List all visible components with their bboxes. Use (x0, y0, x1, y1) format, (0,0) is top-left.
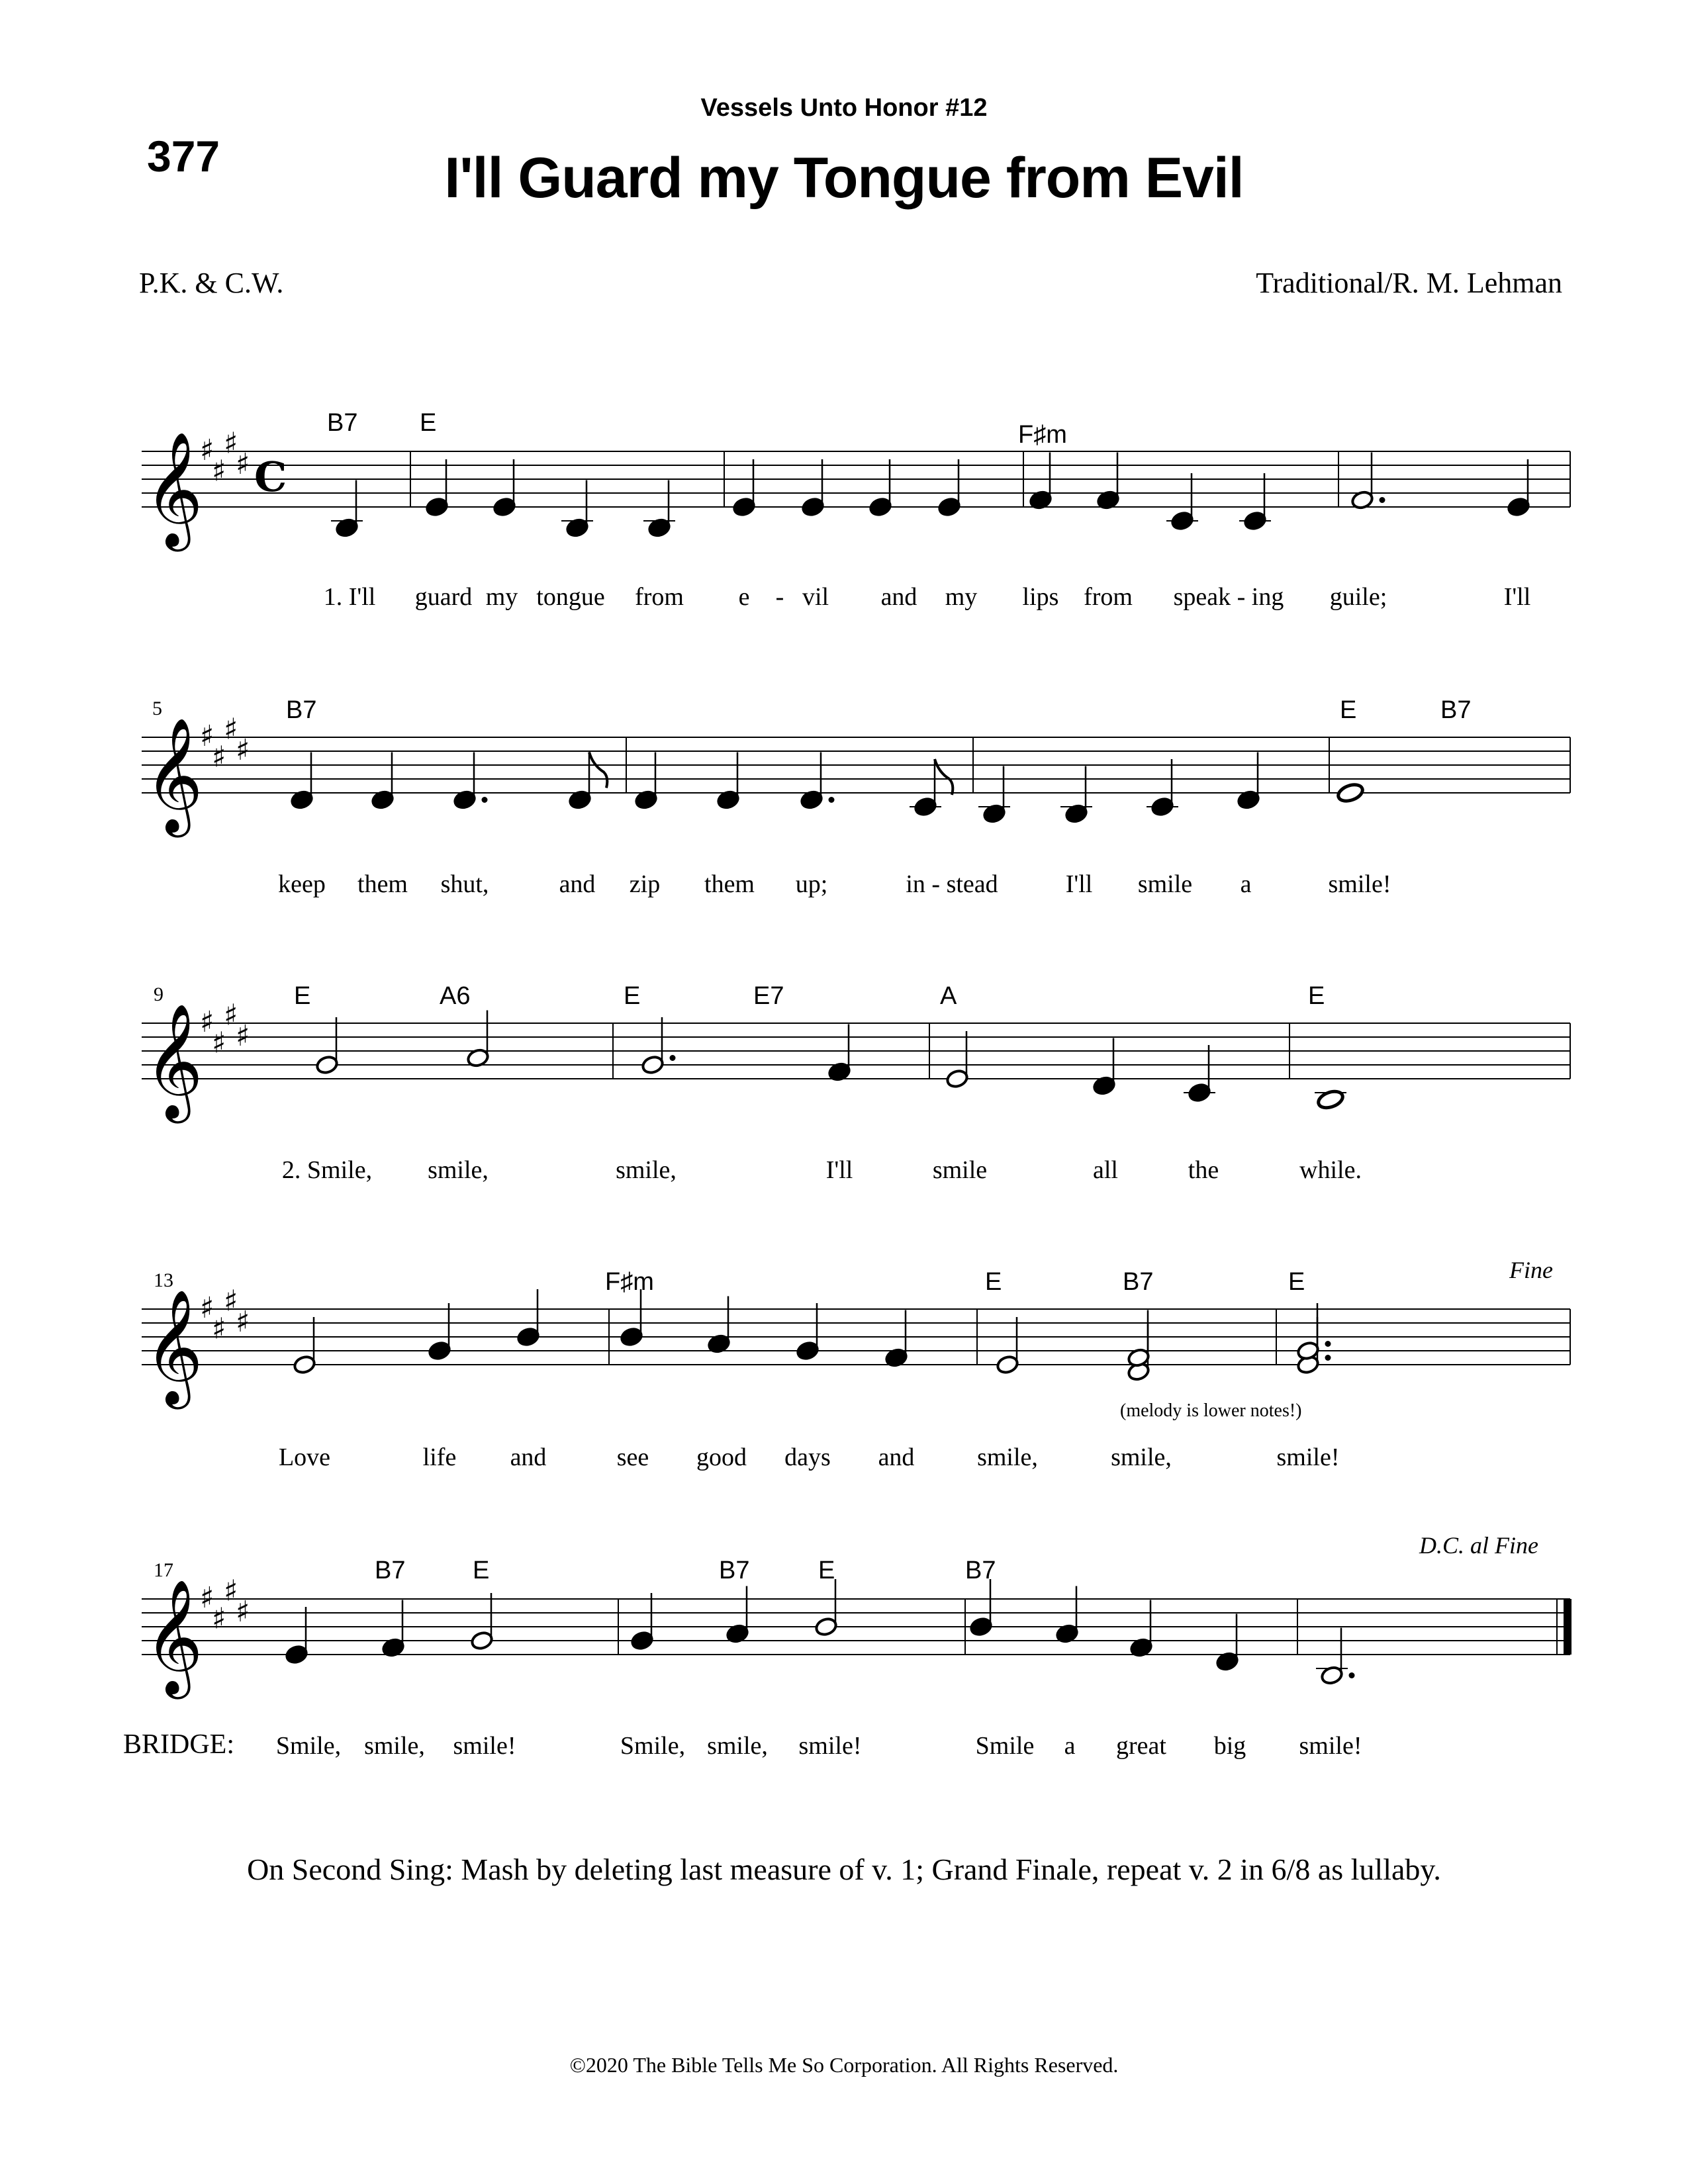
lyric-syllable: speak - ing (1173, 583, 1284, 611)
treble-clef-icon: 𝄞 (144, 717, 203, 833)
note-head (914, 797, 937, 817)
lyric-syllable: them (357, 870, 408, 898)
lyric-syllable: smile! (798, 1732, 862, 1760)
sharp-icon: ♯ (212, 1312, 226, 1346)
note-head (868, 497, 892, 518)
lyric-syllable: life (422, 1443, 457, 1471)
lyric-syllable: guile; (1329, 583, 1387, 611)
note-head (1170, 511, 1194, 531)
measure-number: 13 (154, 1269, 173, 1291)
chord-label: B7 (327, 409, 358, 437)
staff-3-graphic (0, 956, 1688, 1234)
staff-system-4 (0, 1242, 1688, 1520)
note-head (620, 1327, 643, 1347)
lyric-syllable: vil (802, 583, 829, 611)
lyric-syllable: Smile, (275, 1732, 342, 1760)
lyric-syllable: a (1240, 870, 1252, 898)
sharp-icon: ♯ (212, 1602, 226, 1636)
note-head (969, 1617, 993, 1637)
note-head (492, 497, 516, 518)
chord-label: E (473, 1557, 490, 1584)
note-head (315, 1055, 339, 1075)
note-head (937, 497, 961, 518)
note-head (1150, 797, 1174, 817)
sharp-icon: ♯ (200, 719, 214, 753)
note-dot (1325, 1355, 1331, 1361)
note-head (630, 1631, 654, 1651)
lyric-syllable: smile (1137, 870, 1193, 898)
note-dot (1380, 497, 1385, 503)
lyric-syllable: smile, (428, 1156, 489, 1184)
lyric-syllable: I'll (825, 1156, 853, 1184)
lyric-syllable: in - stead (906, 870, 998, 898)
chord-label: F♯m (605, 1268, 654, 1296)
sharp-icon: ♯ (224, 1284, 238, 1318)
lyric-syllable: great (1116, 1732, 1166, 1760)
note-head (1243, 511, 1267, 531)
note-head (945, 1069, 969, 1089)
final-barline (1564, 1599, 1571, 1655)
composer-credit: Traditional/R. M. Lehman (1256, 267, 1562, 299)
lyric-syllable: keep (278, 870, 326, 898)
note-head (1336, 782, 1364, 804)
bridge-label: BRIDGE: (123, 1729, 234, 1760)
chord-label: E (985, 1268, 1002, 1296)
note-head (1188, 1083, 1211, 1103)
note-head (996, 1355, 1019, 1375)
note-head (425, 497, 449, 518)
lyric-syllable: smile, (364, 1732, 425, 1760)
staff-1-graphic (0, 384, 1688, 662)
fine-marking: Fine (1509, 1257, 1553, 1283)
lyric-syllable: smile (932, 1156, 988, 1184)
lyric-syllable: big (1213, 1732, 1246, 1760)
chord-label: E (1308, 982, 1325, 1010)
sharp-icon: ♯ (212, 454, 226, 488)
chord-label: B7 (1123, 1268, 1154, 1296)
lyric-syllable: shut, (440, 870, 489, 898)
lyric-syllable: smile, (1111, 1443, 1172, 1471)
collection-subtitle: Vessels Unto Honor #12 (700, 94, 988, 122)
lyric-syllable: 1. I'll (323, 583, 376, 611)
lyric-syllable: Smile (975, 1732, 1035, 1760)
chord-label: E7 (753, 982, 784, 1010)
chord-label: B7 (965, 1557, 996, 1584)
lyric-syllable: and (510, 1443, 547, 1471)
chord-label: E (1288, 1268, 1305, 1296)
lyric-syllable: Smile, (620, 1732, 686, 1760)
lyric-syllable: and (878, 1443, 915, 1471)
lyric-syllable: from (635, 583, 684, 611)
sharp-icon: ♯ (200, 433, 214, 467)
staff-system-5 (0, 1531, 1688, 1809)
measure-number: 5 (152, 698, 162, 719)
chord-label: E (1340, 696, 1357, 724)
melody-note: (melody is lower notes!) (1120, 1400, 1302, 1421)
sharp-icon: ♯ (200, 1581, 214, 1615)
note-head (285, 1645, 308, 1665)
lyric-syllable: smile! (1276, 1443, 1340, 1471)
lyric-syllable: smile, (616, 1156, 677, 1184)
lyric-syllable: smile! (453, 1732, 516, 1760)
chord-label: A (940, 982, 957, 1010)
chord-label: B7 (286, 696, 317, 724)
sharp-icon: ♯ (236, 1305, 250, 1339)
lyric-syllable: smile, (977, 1443, 1038, 1471)
treble-clef-icon: 𝄞 (144, 1579, 203, 1694)
lyric-syllable: guard (414, 583, 473, 611)
lyric-syllable: - (775, 583, 784, 611)
lyric-syllable: a (1064, 1732, 1076, 1760)
lyricist-credit: P.K. & C.W. (139, 267, 284, 299)
lyric-syllable: see (616, 1443, 649, 1471)
lyric-syllable: smile, (707, 1732, 768, 1760)
note-dot (829, 797, 835, 803)
time-signature: C (254, 453, 287, 501)
note-dot (670, 1055, 676, 1061)
note-dot (1349, 1672, 1355, 1678)
lyric-syllable: the (1188, 1156, 1219, 1184)
lyric-syllable: while. (1299, 1156, 1362, 1184)
chord-label: E (818, 1557, 835, 1584)
note-head (470, 1631, 494, 1651)
chord-label: A6 (440, 982, 471, 1010)
sharp-icon: ♯ (200, 1005, 214, 1039)
note-head (1507, 497, 1530, 518)
lyric-syllable: good (696, 1443, 747, 1471)
treble-clef-icon: 𝄞 (144, 1289, 203, 1404)
hymn-number: 377 (147, 132, 220, 181)
chord-label: E (294, 982, 311, 1010)
lyric-syllable: my (945, 583, 978, 611)
page-title: I'll Guard my Tongue from Evil (444, 146, 1244, 210)
lyric-syllable: lips (1022, 583, 1059, 611)
sharp-icon: ♯ (224, 426, 238, 461)
measure-number: 17 (154, 1559, 173, 1581)
staff-4-graphic (0, 1242, 1688, 1520)
sharp-icon: ♯ (236, 733, 250, 767)
copyright-notice: ©2020 The Bible Tells Me So Corporation. All Rights Reserved. (569, 2053, 1119, 2077)
chord-label: B7 (1440, 696, 1472, 724)
lyric-syllable: and (880, 583, 917, 611)
lyric-syllable: smile! (1299, 1732, 1362, 1760)
dc-al-fine-marking: D.C. al Fine (1419, 1532, 1538, 1559)
lyric-syllable: Love (278, 1443, 331, 1471)
treble-clef-icon: 𝄞 (144, 1003, 203, 1118)
lyric-syllable: 2. Smile, (281, 1156, 373, 1184)
lyric-syllable: my (485, 583, 518, 611)
note-head (732, 497, 756, 518)
staff-2-graphic (0, 670, 1688, 948)
staff-system-2 (0, 670, 1688, 948)
lyric-syllable: all (1093, 1156, 1118, 1184)
performance-instructions: On Second Sing: Mash by deleting last measure of v. 1; Grand Finale, repeat v. 2 in 6/8 as lullaby. (247, 1852, 1441, 1886)
chord-label: B7 (375, 1557, 406, 1584)
sharp-icon: ♯ (236, 1595, 250, 1629)
lyric-syllable: I'll (1065, 870, 1093, 898)
lyric-syllable: zip (629, 870, 661, 898)
lyric-syllable: I'll (1503, 583, 1531, 611)
sharp-icon: ♯ (212, 1026, 226, 1060)
lyric-syllable: e (738, 583, 750, 611)
chord-label: B7 (719, 1557, 750, 1584)
lyric-syllable: them (704, 870, 755, 898)
treble-clef-icon: 𝄞 (144, 432, 203, 547)
note-head (641, 1055, 665, 1075)
lyric-syllable: smile! (1328, 870, 1391, 898)
note-head (516, 1327, 540, 1347)
note-dot (1325, 1341, 1331, 1347)
staff-system-3 (0, 956, 1688, 1234)
sharp-icon: ♯ (212, 740, 226, 774)
note-head (428, 1341, 451, 1361)
lyric-syllable: from (1084, 583, 1133, 611)
note-head (293, 1355, 316, 1375)
lyric-syllable: tongue (536, 583, 605, 611)
measure-number: 9 (154, 983, 164, 1005)
sharp-icon: ♯ (236, 1019, 250, 1053)
note-flag (589, 752, 607, 788)
chord-label: F♯m (1018, 421, 1067, 449)
note-dot (482, 797, 488, 803)
sharp-icon: ♯ (224, 712, 238, 747)
note-head (801, 497, 825, 518)
lyric-syllable: days (784, 1443, 831, 1471)
lyric-syllable: up; (795, 870, 828, 898)
note-head (814, 1617, 838, 1637)
sharp-icon: ♯ (224, 998, 238, 1032)
note-head (796, 1341, 820, 1361)
note-head (1316, 1089, 1344, 1111)
chord-label: E (624, 982, 641, 1010)
staff-5-graphic (0, 1531, 1688, 1809)
sharp-icon: ♯ (224, 1574, 238, 1608)
chord-label: E (420, 409, 437, 437)
sharp-icon: ♯ (200, 1291, 214, 1325)
sharp-icon: ♯ (236, 447, 250, 481)
staff-system-1 (0, 384, 1688, 662)
lyric-syllable: and (559, 870, 596, 898)
